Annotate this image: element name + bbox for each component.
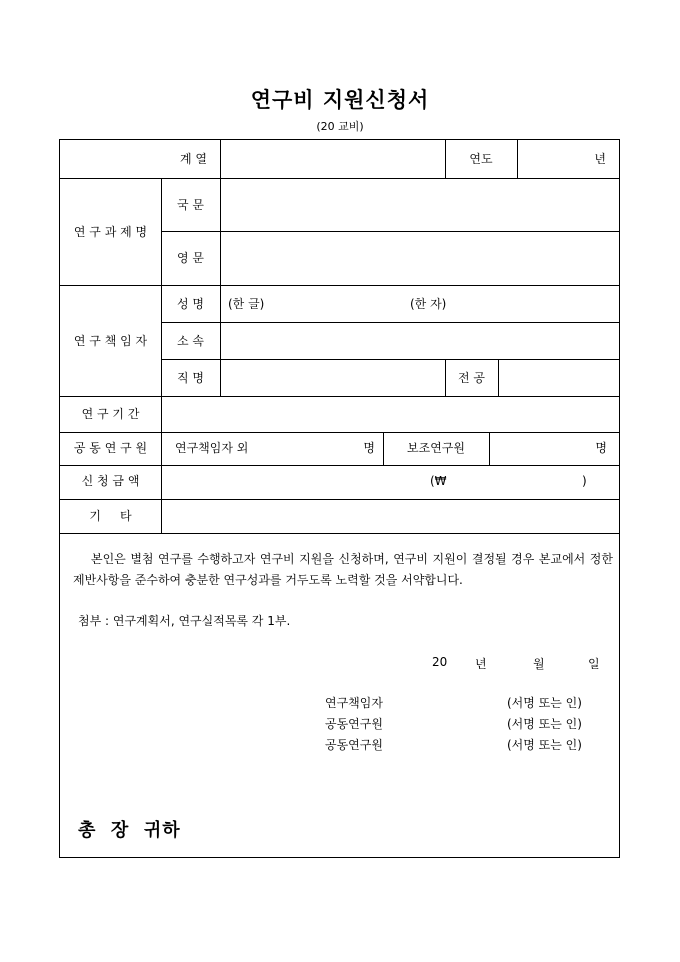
- signature-role: 연구책임자: [325, 696, 383, 710]
- period-label: 연 구 기 간: [81, 407, 140, 421]
- affiliation-label: 소 속: [177, 334, 204, 348]
- form-title: 연구비 지원신청서: [250, 87, 430, 112]
- name-label: 성 명: [177, 297, 204, 311]
- coresearcher-label: 공 동 연 구 원: [73, 441, 148, 455]
- form-subtitle: (20 교비): [316, 120, 364, 133]
- coresearcher-count-input[interactable]: 명: [363, 441, 375, 455]
- assistant-label: 보조연구원: [407, 441, 465, 455]
- name-korean-hint[interactable]: (한 글): [228, 297, 265, 311]
- etc-input[interactable]: [162, 509, 618, 523]
- year-label: 연도: [469, 152, 493, 166]
- signature-field[interactable]: (서명 또는 인): [507, 738, 582, 752]
- amount-label: 신 청 금 액: [81, 474, 140, 488]
- pi-others-label: 연구책임자 외: [175, 441, 249, 455]
- pledge-text: 본인은 별첨 연구를 수행하고자 연구비 지원을 신청하며, 연구비 지원이 결정될 경우 본교에서 정한 제반사항을 준수하여 충분한 연구성과를 거두도록 노력할 것을 서약합니다.: [73, 552, 613, 587]
- year-input[interactable]: 년: [594, 152, 606, 166]
- assistant-count-input[interactable]: 명: [595, 441, 607, 455]
- field-label: 계 열: [180, 152, 207, 166]
- period-input[interactable]: [162, 407, 618, 421]
- korean-label: 국 문: [177, 198, 204, 212]
- english-label: 영 문: [177, 251, 204, 265]
- signature-field[interactable]: (서명 또는 인): [507, 717, 582, 731]
- signature-role: 공동연구원: [325, 738, 383, 752]
- project-title-label: 연 구 과 제 명: [73, 225, 148, 239]
- closing-addressee: 총 장 귀하: [78, 820, 181, 841]
- affiliation-input[interactable]: [221, 334, 618, 348]
- major-input[interactable]: [499, 371, 618, 385]
- date-month-unit: 월: [533, 657, 545, 671]
- position-label: 직 명: [177, 371, 204, 385]
- pi-label: 연 구 책 임 자: [73, 334, 148, 348]
- project-title-english-input[interactable]: [221, 251, 618, 265]
- signature-field[interactable]: (서명 또는 인): [507, 696, 582, 710]
- position-input[interactable]: [221, 371, 445, 385]
- signature-role: 공동연구원: [325, 717, 383, 731]
- attachment-note: 첨부 : 연구계획서, 연구실적목록 각 1부.: [78, 614, 291, 628]
- major-label: 전 공: [458, 371, 485, 385]
- date-day-unit: 일: [588, 657, 600, 671]
- amount-input[interactable]: (₩: [430, 474, 447, 488]
- amount-close: ): [582, 474, 587, 488]
- name-hanja-hint[interactable]: (한 자): [410, 297, 447, 311]
- date-year-unit: 년: [475, 657, 487, 671]
- field-input[interactable]: [221, 152, 445, 166]
- etc-label: 기 타: [89, 509, 132, 523]
- date-year: 20: [432, 655, 448, 669]
- project-title-korean-input[interactable]: [221, 198, 618, 212]
